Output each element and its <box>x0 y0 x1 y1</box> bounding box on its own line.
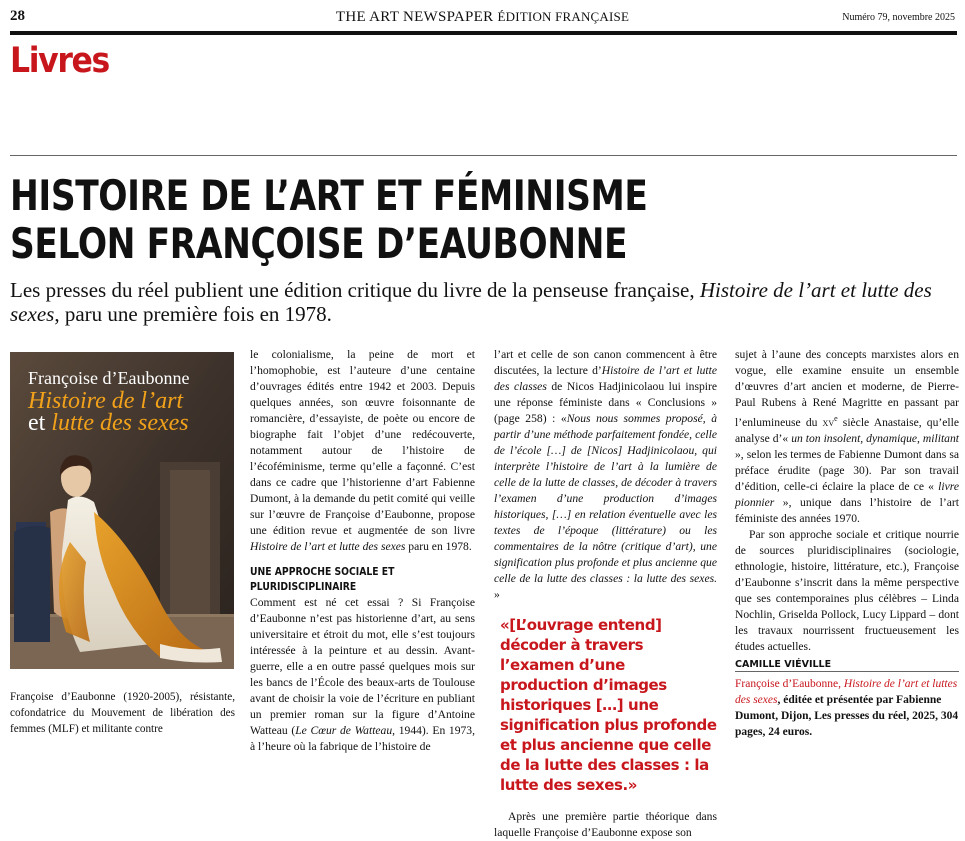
paragraph <box>250 347 475 555</box>
book-title-reference: Le Cœur de Watteau <box>295 724 393 737</box>
pull-quote: «[L’ouvrage entend] décoder à travers l’examen d’une production d’images historiques […] une signification plus profonde et plus ancienne que celle de la lutte des classes : la lutte des sexes.» <box>500 616 717 794</box>
paragraph-text: le colonialisme, la peine de mort et l’homophobie, est l’auteure d’une centaine d’ouvrages édités entre 1942 et 2003. Depuis quelques années, son œuvre foisonnante de romancière, d’essayiste, de poète ou encore de biographe fait l’objet d’une redécouverte, notamment autour de l’histoire de l’écoféminisme, terme qu’elle a façonné. C’est dans ce cadre que l’historienne d’art Fabienne Dumont, à la demande du petit comité qui veille sur l’œuvre de Françoise d’Eaubonne, propose une édition revue et augmentée de son livre <box>250 348 475 537</box>
header-rule <box>10 31 957 35</box>
article-column-4 <box>735 347 959 673</box>
paragraph-text: sujet à l’aune des concepts marxistes alors en vogue, elle examine ensuite un ensemble d’œuvres d’art ancien et moderne, de Pierre-Paul Rubens à René Magritte en passant par l’enlumineuse du <box>735 348 959 429</box>
article-subhead: UNE APPROCHE SOCIALE ET PLURIDISCIPLINAIRE <box>250 566 395 593</box>
section-title: Livres <box>10 41 109 81</box>
standfirst-book-title: Histoire de l’art et lutte des sexes <box>10 278 932 326</box>
paragraph <box>735 347 959 527</box>
headline-line-2: SELON FRANÇOISE D’EAUBONNE <box>10 219 628 268</box>
paragraph-text: Comment est né cet essai ? Si Françoise d’Eaubonne n’est pas historienne d’art, au sens universitaire et étroit du mot, elle s’est toujours intéressée à la peinture et au dessin. Avant-guerre, elle a en outre passé quelques mois sur les bancs de l’École des beaux-arts de Toulouse avant de choisir la voie de l’écriture en publiant un premier roman sur la figure d’Antoine Watteau ( <box>250 596 475 737</box>
paragraph-text: », unique dans l’histoire de l’art féministe des années 1970. <box>735 495 959 525</box>
standfirst-text-2: , paru une première fois en 1978. <box>54 302 332 326</box>
article-column-3 <box>494 347 717 841</box>
cover-title-and: et <box>28 410 46 436</box>
image-caption: Françoise d’Eaubonne (1920-2005), résistante, cofondatrice du Mouvement de libération des femmes (MLF) et militante contre <box>10 691 235 735</box>
quoted-passage: un ton insolent, dynamique, militant <box>791 431 959 445</box>
paragraph <box>250 595 475 755</box>
standfirst-text-1: Les presses du réel publient une édition critique du livre de la penseuse française, <box>10 278 700 302</box>
paragraph: Par son approche sociale et critique nourrie de sources pluridisciplinaires (sociologie, ethnologie, histoire, littérature, etc.), Françoise d’Eaubonne s’inscrit dans la même perspective que ses contemporaines plus célèbres – Linda Nochlin, Griselda Pollock, Lucy Lippard – dont les travaux nourrissent fructueusement les études actuelles. <box>735 527 959 653</box>
masthead-edition: ÉDITION FRANÇAISE <box>497 9 630 24</box>
book-title: Histoire de l’art et luttes des sexes <box>735 678 958 706</box>
book-cover-image <box>10 352 234 669</box>
paragraph-text: », selon les termes de Fabienne Dumont dans sa préface érudite (page 30). Par son travail d’édition, celle-ci éclaire la place de ce « <box>735 447 959 493</box>
masthead-title: THE ART NEWSPAPER <box>335 9 494 25</box>
book-author: Françoise d’Eaubonne, <box>735 678 844 690</box>
article-column-2 <box>250 347 475 755</box>
quoted-passage: livre pionnier <box>735 479 959 509</box>
book-title-reference: Histoire de l’art et lutte des sexes <box>250 540 406 553</box>
paragraph-text: , 1944). En 1973, à l’heure où la fabrique de l’histoire de <box>250 724 475 753</box>
paragraph-text: paru en 1978. <box>405 540 472 553</box>
book-details: , éditée et présentée par Fabienne Dumont, Dijon, Les presses du réel, 2025, 304 pages, 24 euros. <box>735 694 959 738</box>
century-numeral: xv <box>822 415 835 429</box>
book-reference-box <box>735 671 959 740</box>
cover-title-line-2: lutte des sexes <box>51 410 189 436</box>
cover-title-line-1: Histoire de l’art <box>28 388 184 414</box>
page-number: 28 <box>10 8 25 24</box>
century-superscript: e <box>834 414 838 423</box>
author-signature: CAMILLE VIÉVILLE <box>735 658 832 670</box>
standfirst <box>10 278 960 326</box>
quoted-passage: Nous nous sommes proposé, à partir d’une méthode parfaitement fondée, celle de l’école […] de [Nicos] Hadjinicolaou, qui interprète l’histoire de l’art à la lumière de celle de la lutte de classes, de décoder à travers l’examen d’une production d’images historiques, […] en relation éventuelle avec les textes de l’époque (littérature) ou les commentaires de la nôtre (critique d’art), une signification plus profonde et plus ancienne que celle de la lutte des classes : la lutte des sexes. <box>494 412 717 585</box>
paragraph-text: l’art et celle de son canon commencent à être discutées, la lecture d’ <box>494 348 717 377</box>
paragraph-text: » <box>494 588 500 601</box>
masthead <box>0 9 965 26</box>
paragraph: Après une première partie théorique dans laquelle Françoise d’Eaubonne expose son <box>494 810 717 839</box>
cover-title <box>28 390 189 434</box>
book-title-reference: Histoire de l’art et lutte des classes <box>494 364 717 393</box>
paragraph-text: siècle Anastaise, qu’elle analyse d’« <box>735 415 959 445</box>
paragraph-text: de Nicos Hadjinicolaou lui inspire une réponse féministe dans « Conclusions » (page 258) : « <box>494 380 717 425</box>
cover-author: Françoise d’Eaubonne <box>28 368 190 388</box>
headline-line-1: HISTOIRE DE L’ART ET FÉMINISME <box>10 171 648 220</box>
issue-label: Numéro 79, novembre 2025 <box>842 12 955 23</box>
paragraph <box>494 347 717 603</box>
article-headline <box>10 172 647 268</box>
section-rule <box>10 155 957 156</box>
